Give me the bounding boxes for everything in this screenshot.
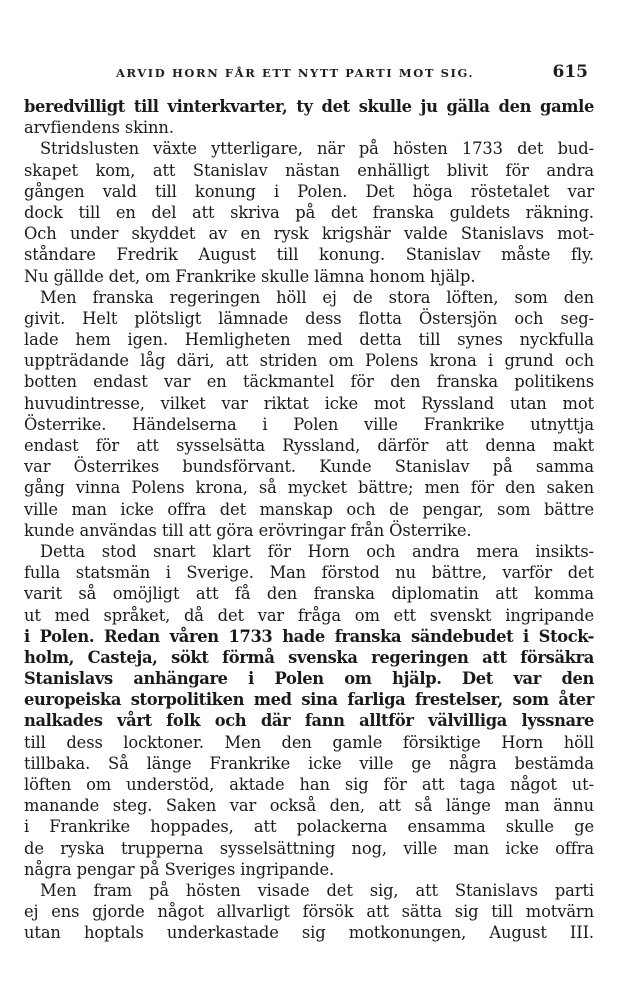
text-line: beredvilligt till vinterkvarter, ty det skulle ju gälla den gamle xyxy=(24,97,594,116)
text-line: tillbaka. Så länge Frankrike icke ville ge några bestämda xyxy=(24,753,594,773)
text-line: endast för att sysselsätta Ryssland, därför att denna makt xyxy=(24,436,594,455)
page-number: 615 xyxy=(552,62,588,82)
body-text xyxy=(24,96,594,944)
text-line: Men franska regeringen höll ej de stora löften, som den xyxy=(40,287,594,307)
text-line: var Österrikes bundsförvant. Kunde Stanislav på samma xyxy=(24,457,594,477)
text-line: ej ens gjorde något allvarligt försök att sätta sig till motvärn xyxy=(24,902,594,922)
text-line: utan hoptals underkastade sig motkonungen, August III. xyxy=(24,923,594,943)
text-line: Stanislavs anhängare i Polen om hjälp. Det var den xyxy=(24,669,594,689)
text-line: skapet kom, att Stanislav nästan enhälligt blivit för andra xyxy=(24,160,594,180)
text-line: kunde användas till att göra erövringar från Österrike. xyxy=(24,520,472,540)
text-line: ut med språket, då det var fråga om ett svenskt ingripande xyxy=(24,605,594,625)
text-line: holm, Casteja, sökt förmå svenska regeringen att försäkra xyxy=(24,647,594,667)
text-line: huvudintresse, vilket var riktat icke mot Ryssland utan mot xyxy=(24,393,594,413)
text-line: Stridslusten växte ytterligare, när på hösten 1733 det bud- xyxy=(40,139,594,159)
running-head xyxy=(58,62,598,84)
text-line: varit så omöjligt att få den franska diplomatin att komma xyxy=(24,584,594,604)
text-line: nalkades vårt folk och där fann alltför välvilliga lyssnare xyxy=(24,711,594,731)
text-line: manande steg. Saken var också den, att så länge man ännu xyxy=(24,796,594,816)
text-line: arvfiendens skinn. xyxy=(24,118,174,138)
text-line: ståndare Fredrik August till konung. Stanislav måste fly. xyxy=(24,245,594,265)
text-line: botten endast var en täckmantel för den franska politikens xyxy=(24,372,594,392)
text-line: Nu gällde det, om Frankrike skulle lämna honom hjälp. xyxy=(24,266,476,286)
text-line: gången vald till konung i Polen. Det höga röstetalet var xyxy=(24,181,594,201)
text-line: de ryska trupperna sysselsättning nog, ville man icke offra xyxy=(24,838,594,858)
text-line: i Polen. Redan våren 1733 hade franska sändebudet i Stock- xyxy=(24,626,594,646)
text-line: i Frankrike hoppades, att polackerna ensamma skulle ge xyxy=(24,817,594,837)
text-line: ville man icke offra det manskap och de pengar, som bättre xyxy=(24,499,594,519)
text-line: några pengar på Sveriges ingripande. xyxy=(24,859,335,879)
text-line: Men fram på hösten visade det sig, att Stanislavs parti xyxy=(40,880,594,900)
text-line: gång vinna Polens krona, så mycket bättre; men för den saken xyxy=(24,478,594,498)
text-line: fulla statsmän i Sverige. Man förstod nu bättre, varför det xyxy=(24,563,594,583)
text-line: lade hem igen. Hemligheten med detta till synes nyckfulla xyxy=(24,330,594,350)
text-line: Detta stod snart klart för Horn och andra mera insikts- xyxy=(40,541,594,561)
text-line: givit. Helt plötsligt lämnade dess flotta Östersjön och seg- xyxy=(24,308,594,328)
text-line: europeiska storpolitiken med sina farliga frestelser, som åter xyxy=(24,690,594,710)
text-line: till dess locktoner. Men den gamle försiktige Horn höll xyxy=(24,732,594,752)
text-line: Och under skyddet av en rysk krigshär valde Stanislavs mot- xyxy=(24,224,594,244)
text-line: Österrike. Händelserna i Polen ville Frankrike utnyttja xyxy=(24,414,594,434)
text-line: löften om understöd, aktade han sig för att taga något ut- xyxy=(24,775,594,794)
text-line: dock till en del att skriva på det franska guldets räkning. xyxy=(24,202,594,222)
running-title: ARVID HORN FÅR ETT NYTT PARTI MOT SIG. xyxy=(116,66,475,80)
text-line: uppträdande låg däri, att striden om Polens krona i grund och xyxy=(24,351,594,371)
